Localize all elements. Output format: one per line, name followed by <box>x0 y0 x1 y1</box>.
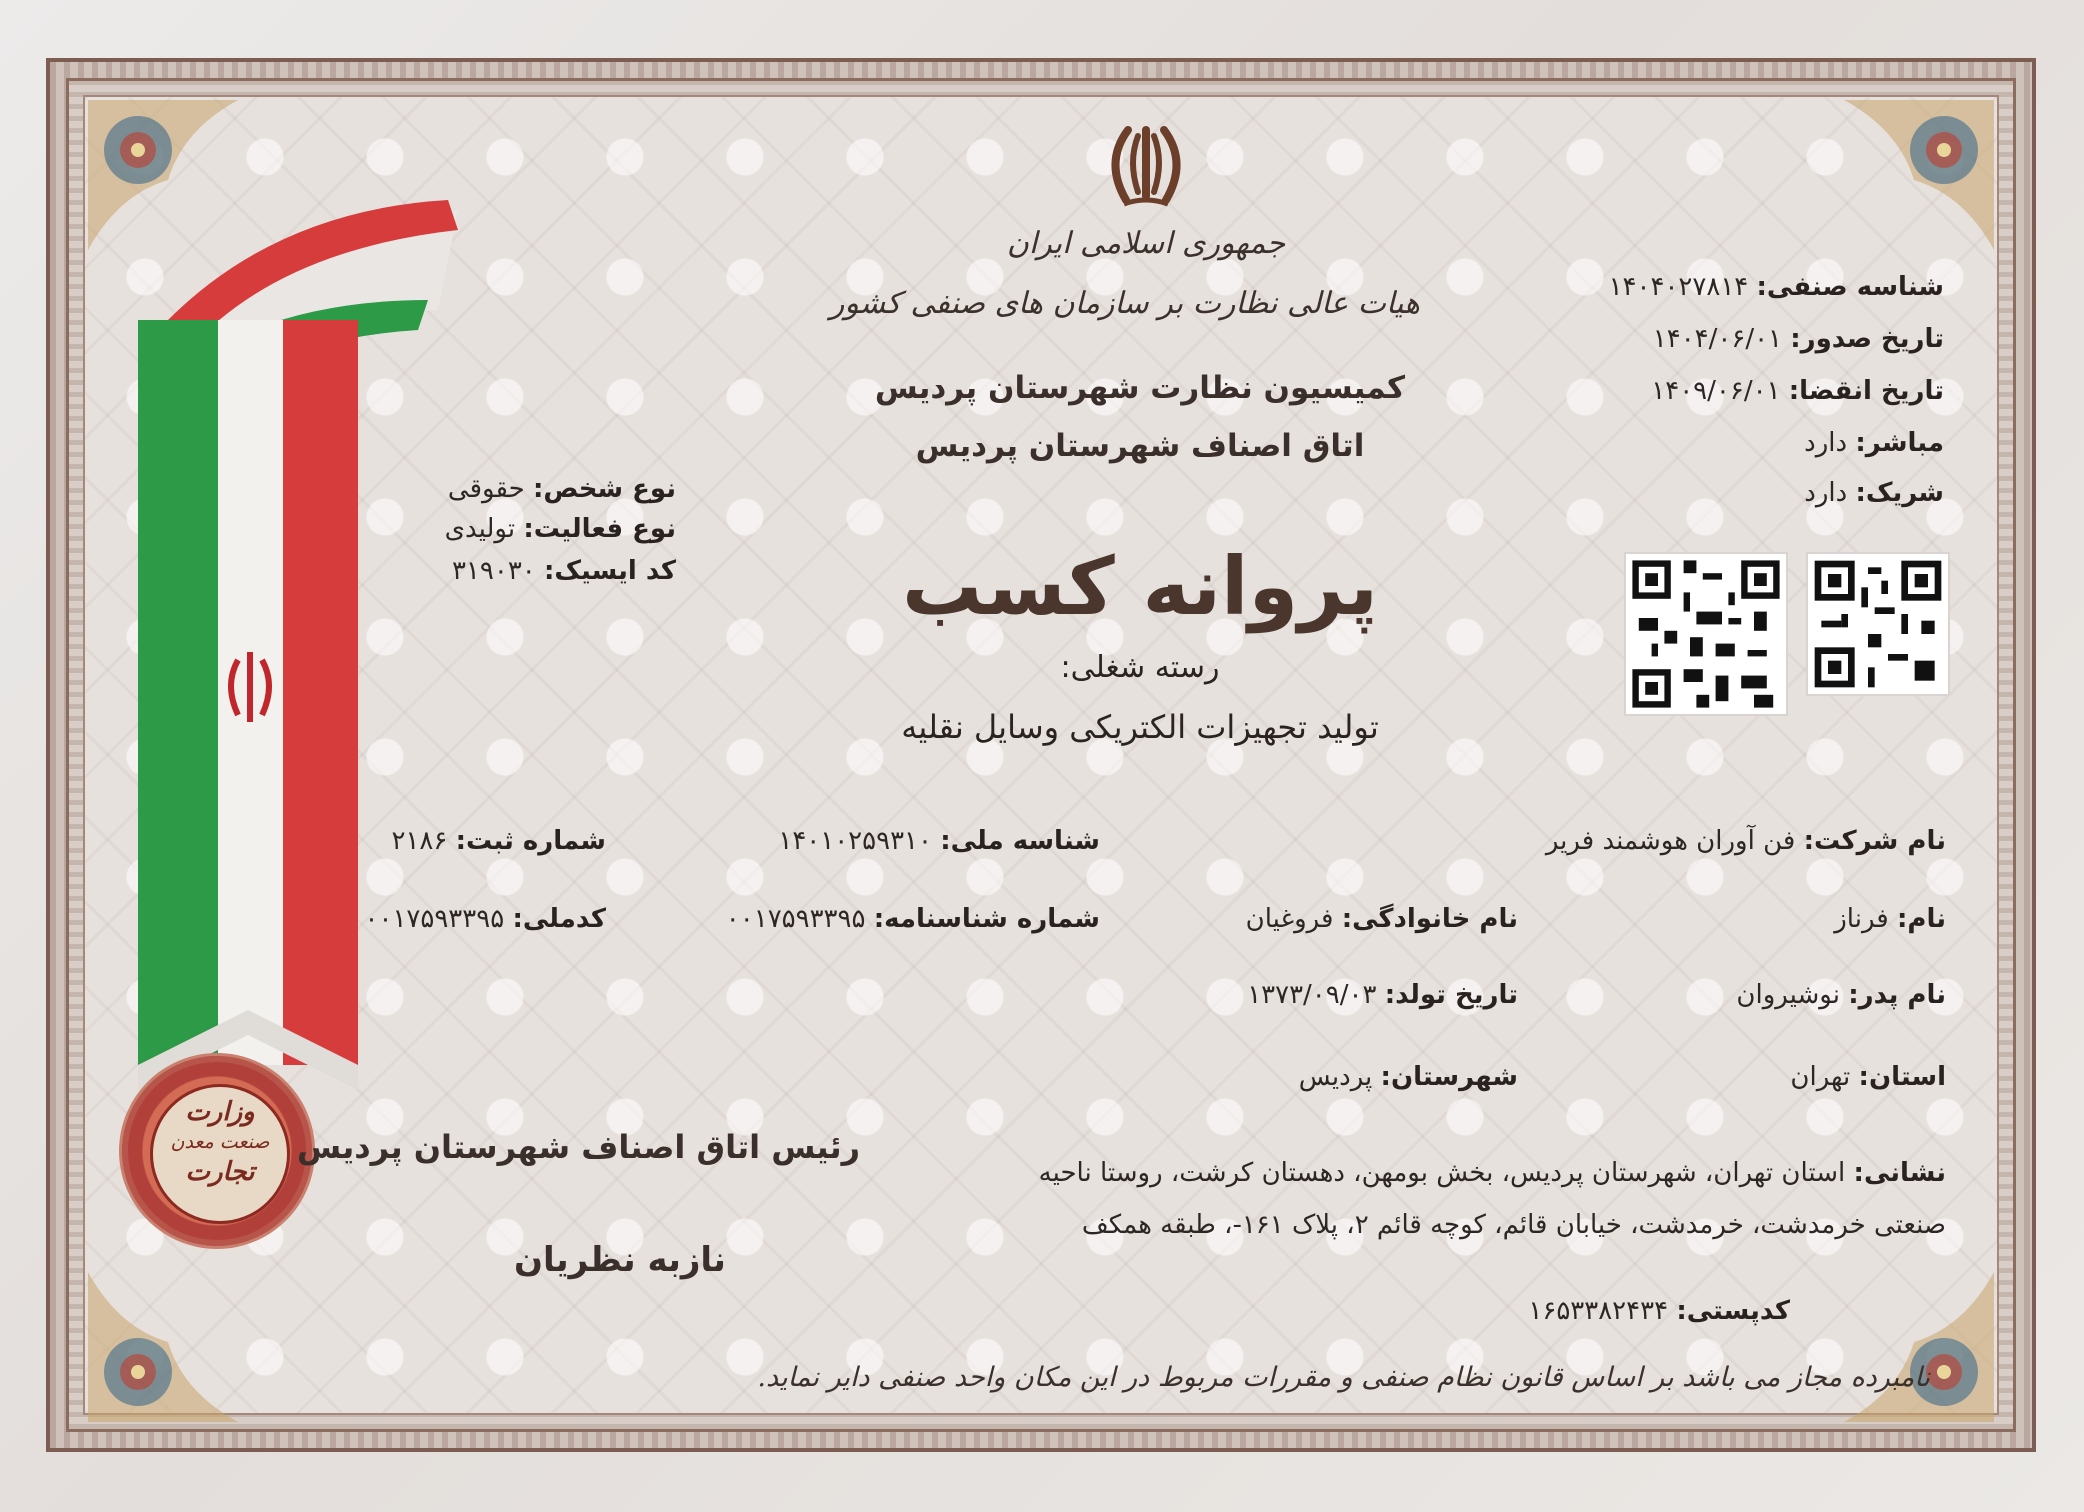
first-name-value: فرناز <box>1834 904 1889 934</box>
corner-ornament-icon <box>1834 1262 1994 1422</box>
isic-code-label: کد ایسیک: <box>544 556 676 586</box>
issue-date-row <box>1653 324 1944 354</box>
ministry-seal <box>122 1056 312 1246</box>
supervisory-board-heading: هیات عالی نظارت بر سازمان های صنفی کشور <box>829 286 1420 321</box>
national-id-label: شناسه ملی: <box>940 826 1100 856</box>
birth-certificate-value: ۰۰۱۷۵۹۳۳۹۵ <box>725 904 866 934</box>
qr-code-icon <box>1806 552 1950 696</box>
guild-id-label: شناسه صنفی: <box>1756 272 1944 302</box>
seal-text-top: وزارت <box>185 1097 255 1127</box>
family-name-row <box>1246 904 1518 934</box>
signatory-name: نازبه نظریان <box>514 1240 726 1280</box>
birth-date-row <box>1247 980 1518 1010</box>
postal-code-row <box>1528 1296 1790 1326</box>
expiry-date-label: تاریخ انقضا: <box>1788 376 1944 406</box>
seal-core <box>150 1084 290 1224</box>
address-row <box>1039 1158 1946 1188</box>
corner-ornament-icon <box>88 1262 248 1422</box>
father-name-label: نام پدر: <box>1848 980 1946 1010</box>
isic-code-row <box>452 556 676 586</box>
signatory-title: رئیس اتاق اصناف شهرستان پردیس <box>297 1128 860 1166</box>
license-title: پروانه کسب <box>902 540 1378 633</box>
national-code-value: ۰۰۱۷۵۹۳۳۹۵ <box>364 904 505 934</box>
activity-type-row <box>445 514 676 544</box>
province-label: استان: <box>1858 1062 1946 1092</box>
birth-date-label: تاریخ تولد: <box>1384 980 1518 1010</box>
iran-flag-ribbon-icon <box>128 190 458 1090</box>
province-row <box>1790 1062 1946 1092</box>
partner-value: دارد <box>1804 478 1848 508</box>
seal-text-mid: صنعت معدن <box>170 1131 270 1153</box>
father-name-row <box>1736 980 1946 1010</box>
category-label: رسته شغلی: <box>1060 650 1220 685</box>
direct-manager-row <box>1804 428 1944 458</box>
partner-label: شریک: <box>1855 478 1944 508</box>
iran-emblem-icon <box>1098 122 1194 212</box>
person-type-value: حقوقی <box>447 474 525 504</box>
family-name-value: فروغیان <box>1245 904 1334 934</box>
guild-id-value: ۱۴۰۴۰۲۷۸۱۴ <box>1608 272 1749 302</box>
address-line-1: استان تهران، شهرستان پردیس، بخش بومهن، دهستان کرشت، روستا ناحیه <box>1038 1158 1846 1188</box>
national-id-value: ۱۴۰۱۰۲۵۹۳۱۰ <box>778 826 932 856</box>
category-value: تولید تجهیزات الکتریکی وسایل نقلیه <box>901 708 1379 746</box>
direct-manager-label: مباشر: <box>1855 428 1944 458</box>
person-type-label: نوع شخص: <box>532 474 676 504</box>
city-label: شهرستان: <box>1380 1062 1518 1092</box>
postal-code-value: ۱۶۵۳۳۸۲۴۳۴ <box>1528 1296 1669 1326</box>
activity-type-value: تولیدی <box>444 514 516 544</box>
issue-date-label: تاریخ صدور: <box>1790 324 1944 354</box>
company-name-row <box>1546 826 1946 856</box>
birth-certificate-label: شماره شناسنامه: <box>873 904 1100 934</box>
issue-date-value: ۱۴۰۴/۰۶/۰۱ <box>1652 324 1783 354</box>
father-name-value: نوشیروان <box>1736 980 1840 1010</box>
direct-manager-value: دارد <box>1804 428 1848 458</box>
national-code-row <box>365 904 606 934</box>
guild-id-row <box>1609 272 1944 302</box>
expiry-date-row <box>1651 376 1944 406</box>
postal-code-label: کدپستی: <box>1676 1296 1790 1326</box>
qr-code-icon <box>1624 552 1788 716</box>
national-code-label: کدملی: <box>512 904 606 934</box>
expiry-date-value: ۱۴۰۹/۰۶/۰۱ <box>1651 376 1781 406</box>
birth-certificate-row <box>726 904 1100 934</box>
address-line-2: صنعتی خرمدشت، خرمدشت، خیابان قائم، کوچه قائم ۲، پلاک ۱۶۱-، طبقه همکف <box>1081 1210 1946 1240</box>
company-name-value: فن آوران هوشمند فرير <box>1545 826 1796 856</box>
person-type-row <box>448 474 676 504</box>
national-id-row <box>778 826 1100 856</box>
family-name-label: نام خانوادگی: <box>1341 904 1518 934</box>
registration-number-row <box>391 826 606 856</box>
city-value: پردیس <box>1298 1062 1373 1092</box>
partner-row <box>1804 478 1944 508</box>
activity-type-label: نوع فعالیت: <box>523 514 676 544</box>
city-row <box>1299 1062 1518 1092</box>
chamber-heading: اتاق اصناف شهرستان پردیس <box>915 428 1365 464</box>
first-name-row <box>1834 904 1946 934</box>
first-name-label: نام: <box>1897 904 1946 934</box>
province-value: تهران <box>1790 1062 1851 1092</box>
address-label: نشانی: <box>1853 1158 1946 1188</box>
footer-legal-note: نامبرده مجاز می باشد بر اساس قانون نظام صنفی و مقررات مربوط در این مکان واحد صنفی دایر نماید. <box>757 1362 1930 1393</box>
birth-date-value: ۱۳۷۳/۰۹/۰۳ <box>1247 980 1377 1010</box>
company-name-label: نام شرکت: <box>1803 826 1946 856</box>
seal-text-bottom: تجارت <box>185 1157 255 1187</box>
republic-heading: جمهوری اسلامی ایران <box>1006 226 1286 261</box>
registration-number-value: ۲۱۸۶ <box>391 826 448 856</box>
registration-number-label: شماره ثبت: <box>455 826 606 856</box>
corner-ornament-icon <box>1834 100 1994 260</box>
commission-heading: کمیسیون نظارت شهرستان پردیس <box>874 370 1406 406</box>
isic-code-value: ۳۱۹۰۳۰ <box>451 556 536 586</box>
